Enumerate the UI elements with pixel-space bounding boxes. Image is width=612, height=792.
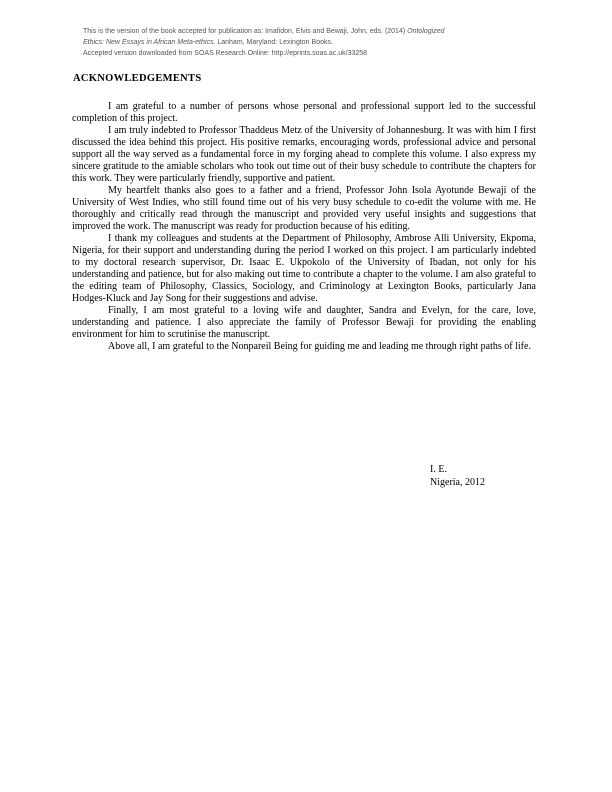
citation-line-3: Accepted version downloaded from SOAS Research Online: http://eprints.soas.ac.uk/33258 [83,50,368,57]
citation-line-2: Ethics: New Essays in African Meta-ethics. Lanham, Maryland: Lexington Books. [83,39,333,46]
paragraph: I am grateful to a number of persons whose personal and professional support led to the successful completion of this project. [72,101,536,124]
citation-line-1: This is the version of the book accepted for publication as: Imafidon, Elvis and Bewaji, John, eds. (2014) Ontologized [83,28,445,35]
source-citation-note [83,26,533,59]
signature-block [430,463,485,489]
paragraph: I am truly indebted to Professor Thaddeus Metz of the University of Johannesburg. It was with him I first discussed the idea behind this project. His positive remarks, encouraging words, professional advice and personal support all the way served as a fundamental force in my forging ahead to complete this volume. I also express my sincere gratitude to the amiable scholars who took out time out of their busy schedule to contribute the chapters for this work. They were particularly friendly, supportive and patient. [72,125,536,184]
book-title-part-2: Ethics: New Essays in African Meta-ethics. [83,39,216,46]
paragraph: My heartfelt thanks also goes to a father and a friend, Professor John Isola Ayotunde Bewaji of the University of West Indies, who still found time out of his very busy schedule to co-edit the volume with me. He thoroughly and critically read through the manuscript and provided very useful insights and suggestions that improved the work. The manuscript was ready for production because of his editing. [72,185,536,232]
page-title: ACKNOWLEDGEMENTS [73,73,202,84]
signature-initials: I. E. [430,464,447,475]
signature-place-date: Nigeria, 2012 [430,477,485,488]
paragraph: Above all, I am grateful to the Nonpareil Being for guiding me and leading me through right paths of life. [108,341,531,352]
acknowledgements-body [72,101,536,353]
paragraph: Finally, I am most grateful to a loving wife and daughter, Sandra and Evelyn, for the care, love, understanding and patience. I also appreciate the family of Professor Bewaji for providing the enabling environment for him to scrutinise the manuscript. [72,305,536,340]
paragraph: I thank my colleagues and students at the Department of Philosophy, Ambrose Alli University, Ekpoma, Nigeria, for their support and understanding during the period I worked on this project. I am particularly indebted to my doctoral research supervisor, Dr. Isaac E. Ukpokolo of the University of Ibadan, not only for his understanding and patience, but for also making out time to contribute a chapter to the volume. I am also grateful to the editing team of Philosophy, Classics, Sociology, and Criminology at Lexington Books, particularly Jana Hodges-Kluck and Jay Song for their suggestions and advise. [72,233,536,304]
book-title-part-1: Ontologized [407,28,445,35]
